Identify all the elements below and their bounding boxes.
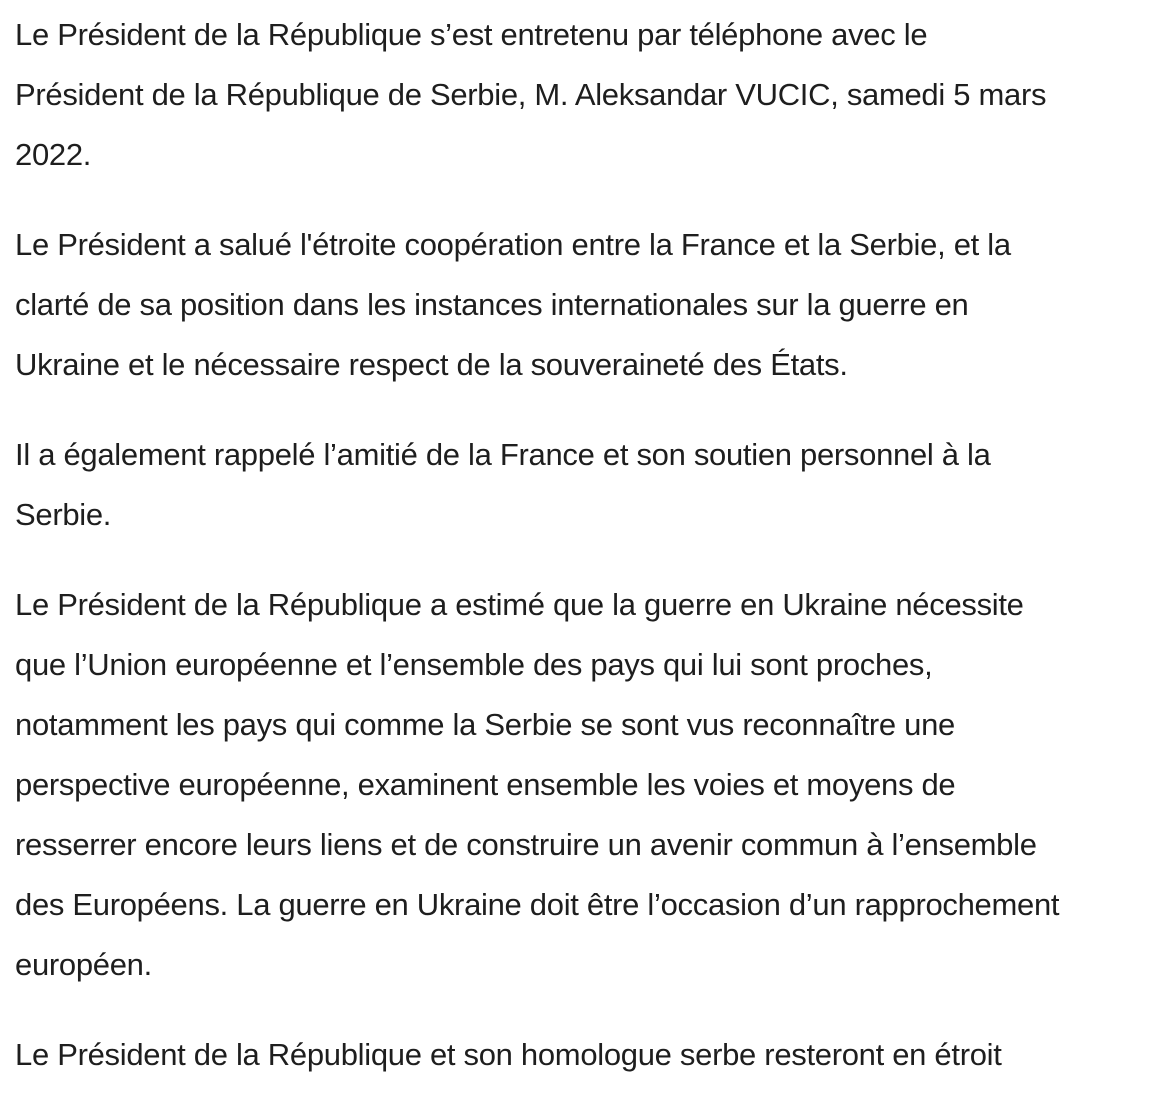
article-body: [15, 5, 1155, 1115]
paragraph-phone-call: Le Président de la République s’est entretenu par téléphone avec le Président de la République de Serbie, M. Aleksandar VUCIC, samedi 5 mars 2022.: [15, 17, 1047, 172]
paragraph-cooperation: Le Président a salué l'étroite coopération entre la France et la Serbie, et la clarté de sa position dans les instances internationales sur la guerre en Ukraine et le nécessaire respect de la souveraineté des États.: [15, 227, 1011, 382]
paragraph-european-perspective: Le Président de la République a estimé que la guerre en Ukraine nécessite que l’Union européenne et l’ensemble des pays qui lui sont proches, notamment les pays qui comme la Serbie se sont vus reconnaître une perspective européenne, examinent ensemble les voies et moyens de resserrer encore leurs liens et de construire un avenir commun à l’ensemble des Européens. La guerre en Ukraine doit être l’occasion d’un rapprochement européen.: [15, 587, 1060, 982]
paragraph-continued-contact: Le Président de la République et son homologue serbe resteront en étroit: [15, 1037, 1002, 1072]
paragraph-friendship: Il a également rappelé l’amitié de la France et son soutien personnel à la Serbie.: [15, 437, 991, 532]
